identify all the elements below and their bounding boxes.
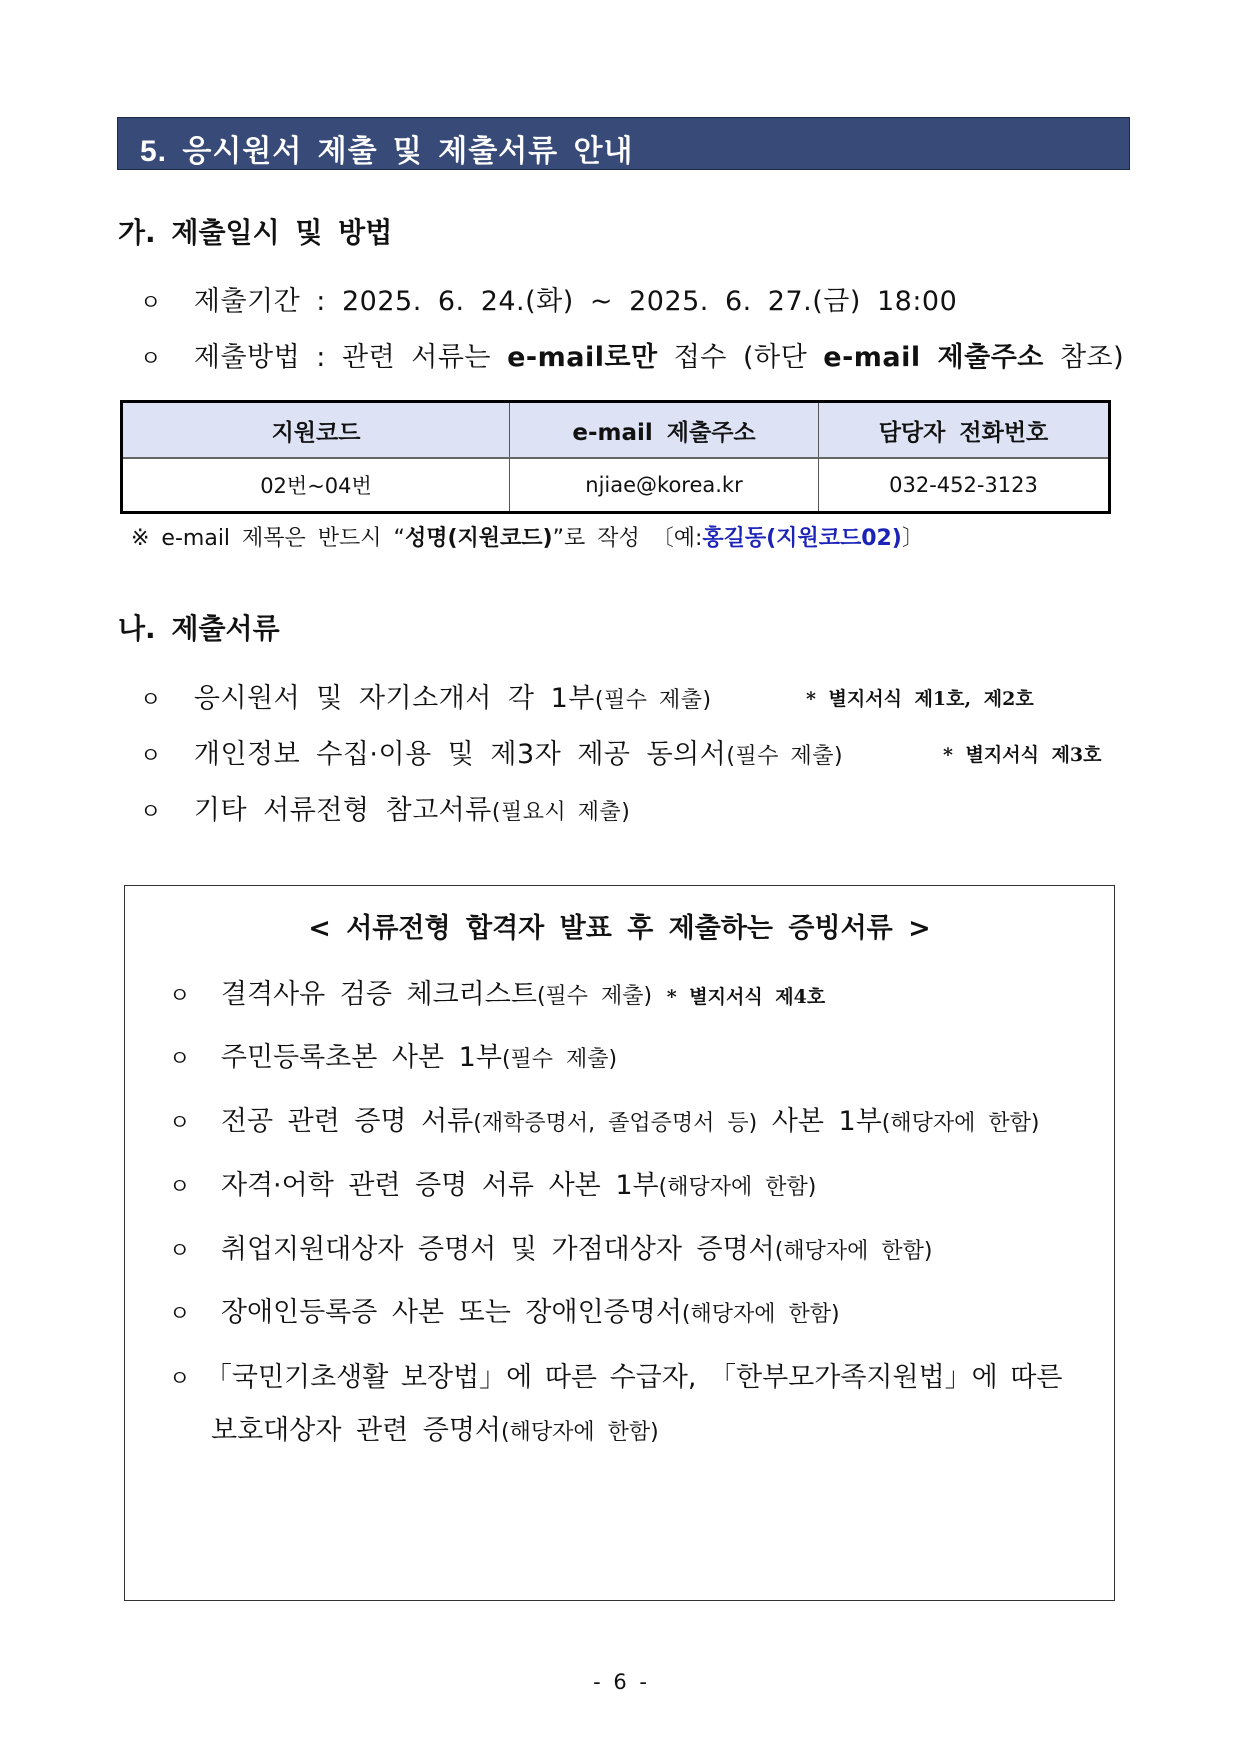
item-examples: (재학증명서, 졸업증명서 등) [473, 1111, 758, 1136]
method-text-2: 접수 (하단 [673, 342, 808, 373]
item-text: 보호대상자 관련 증명서 [211, 1415, 501, 1446]
method-text-1: 관련 서류는 [341, 342, 491, 373]
bullet-icon: ㅇ [169, 1175, 191, 1200]
item-required: (필수 제출) [536, 984, 653, 1009]
method-bold-email-only: e-mail로만 [507, 342, 658, 373]
item-text: 전공 관련 증명 서류 [220, 1106, 474, 1137]
form-annotation: * 별지서식 제4호 [666, 986, 826, 1008]
note-suffix: 〕 [901, 526, 924, 551]
item-condition: (해당자에 한함) [501, 1420, 659, 1445]
item-text: 장애인등록증 사본 또는 장애인증명서 [220, 1297, 682, 1328]
form-annotation: * 별지서식 제3호 [943, 744, 1102, 766]
submission-method-label: 제출방법 [193, 342, 301, 373]
item-text: 자격·어학 관련 증명 서류 사본 1부 [220, 1170, 659, 1201]
box-item [169, 1035, 617, 1074]
item-text: 주민등록초본 사본 1부 [220, 1042, 502, 1073]
header-contact-phone: 담당자 전화번호 [819, 402, 1110, 459]
table-row [122, 458, 1110, 513]
cell-application-code: 02번~04번 [122, 458, 510, 513]
item-text: 개인정보 수집·이용 및 제3자 제공 동의서 [193, 739, 727, 770]
box-title: < 서류전형 합격자 발표 후 제출하는 증빙서류 > [308, 913, 931, 944]
note-bold-format: 성명(지원코드) [404, 526, 553, 551]
note-middle: ”로 작성 〔예: [552, 526, 703, 551]
bullet-icon: ㅇ [140, 347, 162, 372]
part-b-item [140, 732, 843, 771]
bullet-icon: ㅇ [169, 984, 191, 1009]
box-item-continuation [211, 1408, 659, 1447]
bullet-icon: ㅇ [140, 744, 162, 769]
part-b-heading: 나. 제출서류 [118, 612, 280, 645]
item-required: (필수 제출) [594, 688, 712, 713]
section-title-text: 응시원서 제출 및 제출서류 안내 [182, 135, 634, 168]
item-condition: (해당자에 한함) [774, 1239, 933, 1264]
note-prefix: ※ e-mail 제목은 반드시 “ [131, 526, 405, 551]
item-required: (필수 제출) [501, 1047, 618, 1072]
note-example: 홍길동(지원코드02) [702, 526, 902, 551]
submission-table [120, 400, 1111, 514]
item-condition: (해당자에 한함) [658, 1175, 817, 1200]
bullet-icon: ㅇ [140, 291, 162, 316]
table-header-row [122, 402, 1110, 459]
submission-period-line [140, 279, 957, 318]
item-required: (필수 제출) [726, 744, 844, 769]
box-item [169, 1099, 1039, 1138]
item-condition: (해당자에 한함) [681, 1302, 840, 1327]
page-number: - 6 - [593, 1670, 647, 1694]
form-annotation: * 별지서식 제1호, 제2호 [806, 688, 1034, 710]
item-text: 「국민기초생활 보장법」에 따른 수급자, 「한부모가족지원법」에 따른 [204, 1362, 1063, 1393]
item-text: 응시원서 및 자기소개서 각 1부 [193, 683, 595, 714]
item-text: 취업지원대상자 증명서 및 가점대상자 증명서 [220, 1234, 775, 1265]
part-a-heading: 가. 제출일시 및 방법 [118, 216, 393, 249]
item-condition: (해당자에 한함) [881, 1111, 1040, 1136]
cell-contact-phone: 032-452-3123 [889, 473, 1038, 497]
box-item [169, 972, 825, 1011]
item-text: 기타 서류전형 참고서류 [193, 795, 492, 826]
post-pass-documents-box [124, 885, 1115, 1601]
header-application-code: 지원코드 [122, 402, 510, 459]
section-title [140, 126, 633, 170]
bullet-icon: ㅇ [140, 688, 162, 713]
bullet-icon: ㅇ [169, 1367, 191, 1392]
separator: : [316, 342, 326, 373]
bullet-icon: ㅇ [140, 800, 162, 825]
bullet-icon: ㅇ [169, 1239, 191, 1264]
box-item [169, 1227, 932, 1266]
part-b-item [140, 676, 712, 715]
item-text-2: 사본 1부 [757, 1106, 882, 1137]
cell-email-address[interactable]: njiae@korea.kr [510, 458, 819, 513]
section-number: 5. [140, 135, 168, 168]
header-email-address: e-mail 제출주소 [510, 402, 819, 459]
item-text: 결격사유 검증 체크리스트 [220, 979, 537, 1010]
bullet-icon: ㅇ [169, 1111, 191, 1136]
submission-period-value: 2025. 6. 24.(화) ~ 2025. 6. 27.(금) 18:00 [341, 286, 958, 317]
method-text-3: 참조) [1059, 342, 1125, 373]
section-title-bar [117, 117, 1130, 170]
separator: : [316, 286, 326, 317]
email-subject-note [131, 521, 924, 552]
submission-period-label: 제출기간 [193, 286, 301, 317]
submission-method-line [140, 335, 1124, 374]
item-required: (필요시 제출) [491, 800, 631, 825]
method-bold-email-address: e-mail 제출주소 [823, 342, 1044, 373]
bullet-icon: ㅇ [169, 1302, 191, 1327]
box-item [169, 1355, 1063, 1394]
part-b-item [140, 788, 630, 827]
box-item [169, 1290, 840, 1329]
bullet-icon: ㅇ [169, 1047, 191, 1072]
box-item [169, 1163, 816, 1202]
